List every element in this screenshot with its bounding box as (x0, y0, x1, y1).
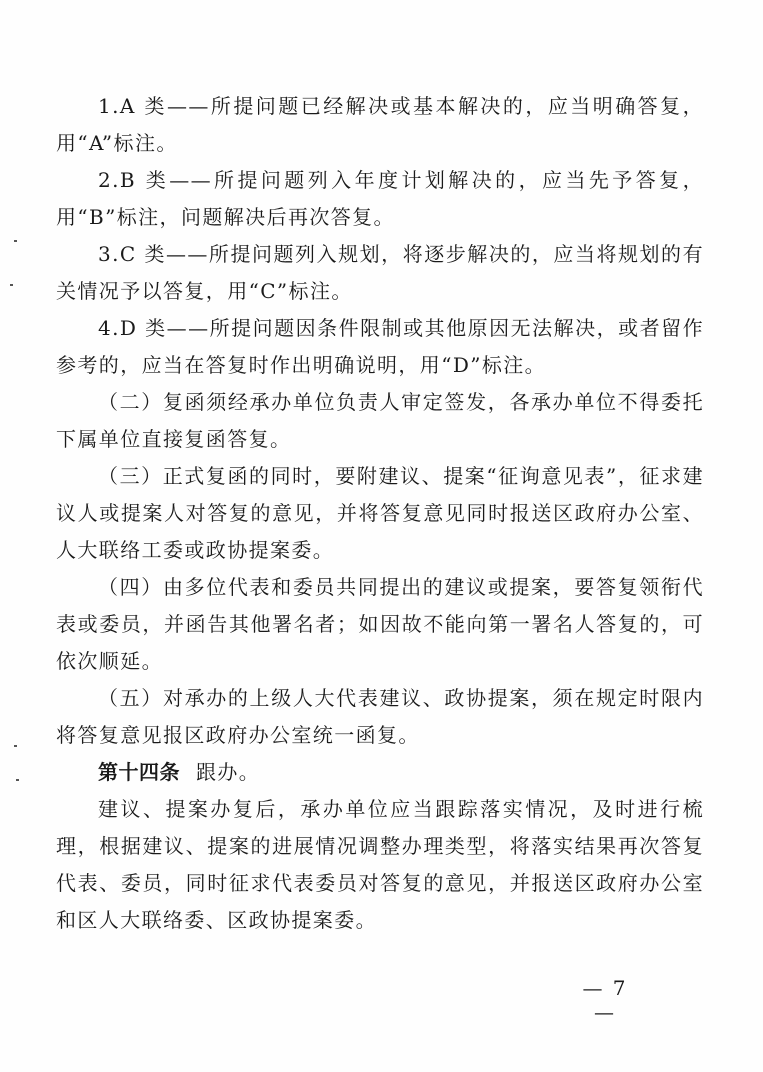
paragraph-follow-up: 建议、提案办复后，承办单位应当跟踪落实情况，及时进行梳理，根据建议、提案的进展情况调整办理类型，将落实结果再次答复代表、委员，同时征求代表委员对答复的意见，并报送区政府办公室和区人大联络委、区政协提案委。 (56, 797, 704, 932)
paragraph-item-4: （四）由多位代表和委员共同提出的建议或提案，要答复领衔代表或委员，并函告其他署名者；如因故不能向第一署名人答复的，可依次顺延。 (56, 575, 704, 673)
paragraph-item-3: （三）正式复函的同时，要附建议、提案“征询意见表”，征求建议人或提案人对答复的意见，并将答复意见同时报送区政府办公室、人大联络工委或政协提案委。 (56, 464, 704, 562)
paragraph-category-c: 3.C 类——所提问题列入规划，将逐步解决的，应当将规划的有关情况予以答复，用“C”标注。 (56, 242, 704, 303)
article-title: 跟办。 (196, 760, 261, 784)
document-body (56, 88, 704, 939)
scan-speck (14, 240, 17, 242)
paragraph-item-5: （五）对承办的上级人大代表建议、政协提案，须在规定时限内将答复意见报区政府办公室统一函复。 (56, 686, 704, 747)
page-number: — 7 — (582, 976, 628, 1024)
article-heading: 第十四条 (98, 760, 180, 784)
scan-speck (14, 745, 17, 747)
paragraph-category-d: 4.D 类——所提问题因条件限制或其他原因无法解决，或者留作参考的，应当在答复时作出明确说明，用“D”标注。 (56, 316, 704, 377)
scan-speck (16, 779, 19, 781)
paragraph-item-2: （二）复函须经承办单位负责人审定签发，各承办单位不得委托下属单位直接复函答复。 (56, 390, 704, 451)
paragraph-category-b: 2.B 类——所提问题列入年度计划解决的，应当先予答复，用“B”标注，问题解决后再次答复。 (56, 168, 704, 229)
scan-speck (10, 284, 13, 286)
article-14-line (56, 754, 704, 791)
paragraph-category-a: 1.A 类——所提问题已经解决或基本解决的，应当明确答复，用“A”标注。 (56, 94, 704, 155)
